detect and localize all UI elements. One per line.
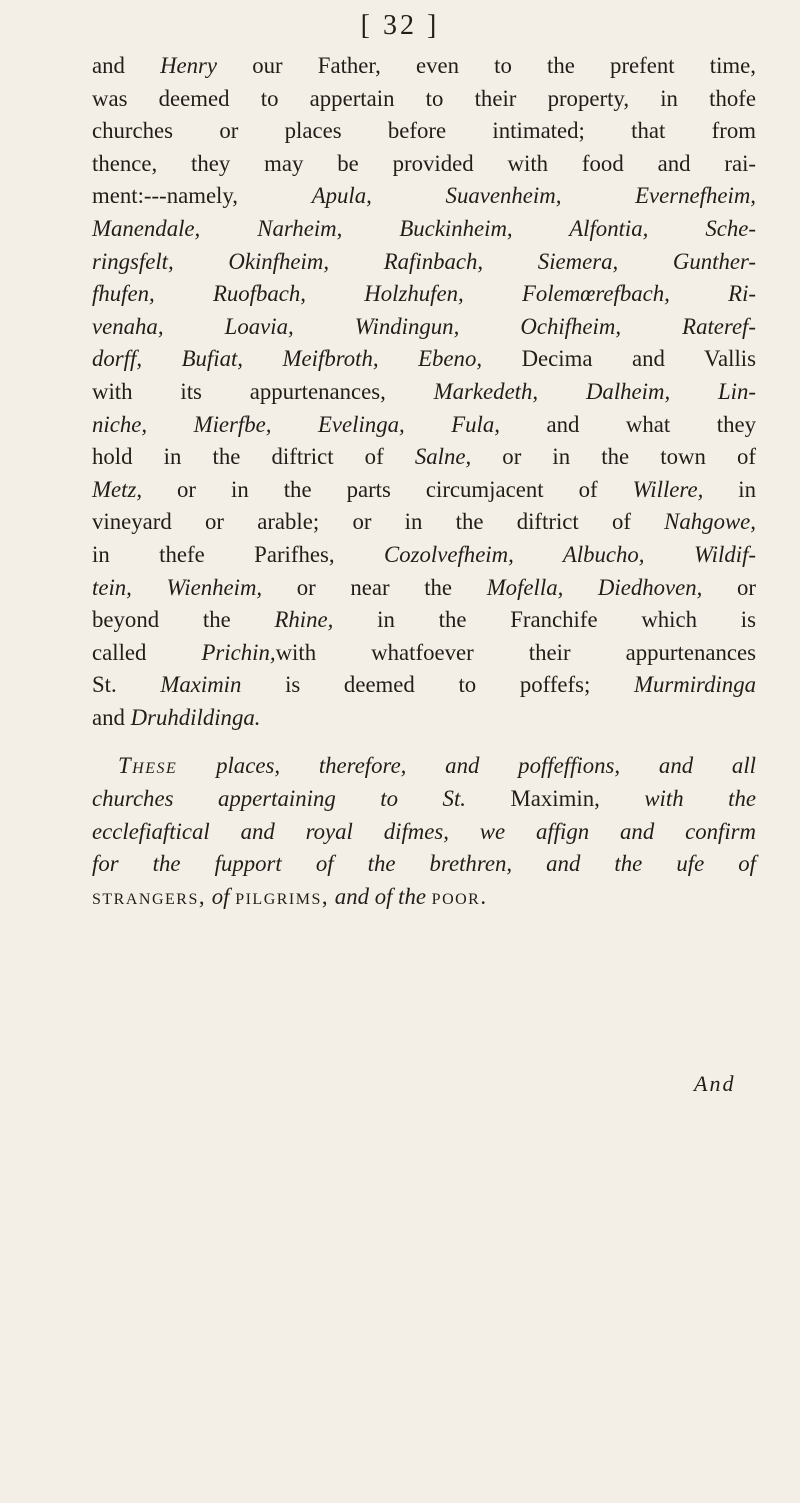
text-run: in	[703, 476, 757, 502]
text-run: churches or places before intimated; that from	[92, 118, 756, 144]
text-run: vineyard or arable; or in the diftrict of	[92, 509, 665, 535]
text-line	[92, 343, 756, 376]
text-run: called	[92, 639, 202, 665]
text-line	[92, 441, 756, 474]
text-run: Mofella, Diedhoven,	[486, 574, 703, 600]
text-run: ringsfelt, Okinfheim, Rafinbach, Siemera, Gunther-	[92, 248, 756, 274]
text-run: in the Franchife which is	[333, 607, 756, 633]
text-line	[92, 278, 756, 311]
text-line	[92, 148, 756, 181]
text-run: Murmirdinga	[633, 672, 756, 698]
text-run: Willere,	[632, 476, 704, 502]
body-text	[92, 50, 756, 913]
text-run: niche, Mierfbe, Evelinga, Fula,	[92, 411, 500, 437]
text-run: poor.	[431, 883, 488, 909]
text-run: Metz,	[92, 476, 143, 502]
text-run: with its appurtenances,	[92, 378, 434, 404]
text-run: of	[206, 883, 236, 909]
text-run: Cozolvefheim, Albucho, Wildif-	[384, 541, 756, 567]
text-run: churches appertaining to St.	[92, 786, 466, 812]
text-run: fhufen, Ruofbach, Holzhufen, Folemœrefbach, Ri-	[92, 281, 756, 307]
text-run: Apula, Suavenheim, Evernefheim,	[311, 183, 756, 209]
text-run: or	[702, 574, 756, 600]
text-line	[92, 604, 756, 637]
text-run: strangers,	[92, 883, 207, 909]
text-run: and	[92, 704, 131, 730]
text-run: thence, they may be provided with food and rai-	[92, 150, 756, 176]
text-run: our Father, even to the prefent time,	[217, 53, 756, 78]
text-run: and of the	[329, 883, 432, 909]
text-line	[92, 881, 756, 914]
text-run: venaha, Loavia, Windingun, Ochifheim, Rateref-	[92, 313, 756, 339]
text-run: and	[92, 53, 161, 78]
text-run: for the fupport of the brethren, and the ufe of	[92, 851, 756, 877]
text-line	[92, 506, 756, 539]
text-run: is deemed to poffefs;	[241, 672, 634, 698]
text-run: Henry	[160, 53, 218, 78]
text-run: St.	[92, 672, 161, 698]
text-line	[92, 180, 756, 213]
text-run: ecclefiaftical and royal difmes, we affign and confirm	[92, 818, 756, 844]
text-run: Nahgowe,	[664, 509, 756, 535]
text-run: places, therefore, and poffeffions, and all	[177, 753, 756, 779]
text-line	[92, 83, 756, 116]
text-run: Maximin,	[465, 786, 645, 812]
text-run: hold in the diftrict of	[92, 444, 415, 470]
paragraph-1	[92, 50, 756, 734]
text-run: or in the town of	[471, 444, 756, 470]
text-line	[92, 246, 756, 279]
text-line	[92, 572, 756, 605]
text-run: Rhine,	[274, 607, 334, 633]
text-run: beyond the	[92, 607, 275, 633]
text-run: Markedeth, Dalheim, Lin-	[433, 378, 757, 404]
text-line	[92, 816, 756, 849]
text-run: and what they	[499, 411, 756, 437]
text-run: or in the parts circumjacent of	[142, 476, 633, 502]
text-run: Druhdildinga.	[130, 704, 261, 730]
text-line	[92, 376, 756, 409]
catchword: And	[694, 1071, 736, 1096]
text-run: tein, Wienheim,	[92, 574, 263, 600]
text-run: ment:---namely,	[92, 183, 312, 209]
text-line	[92, 637, 756, 670]
text-line	[92, 750, 756, 783]
text-line	[92, 213, 756, 246]
text-line	[92, 539, 756, 572]
text-line	[92, 311, 756, 344]
text-line	[92, 702, 756, 735]
text-line	[92, 115, 756, 148]
text-line	[92, 474, 756, 507]
text-run: dorff, Bufiat, Meifbroth, Ebeno,	[92, 346, 483, 372]
text-line	[92, 669, 756, 702]
text-line	[92, 783, 756, 816]
text-run: Maximin	[160, 672, 242, 698]
text-run: pilgrims,	[235, 883, 330, 909]
text-run: with whatfoever their appurtenances	[275, 639, 756, 665]
text-run: with the	[644, 786, 756, 812]
text-run: Prichin,	[201, 639, 276, 665]
text-run: These	[118, 753, 178, 779]
text-line	[92, 50, 756, 83]
text-run: Decima and Vallis	[482, 346, 756, 372]
page-number: [ 32 ]	[360, 10, 440, 41]
text-line	[92, 409, 756, 442]
text-line	[92, 848, 756, 881]
text-run: was deemed to appertain to their property, in thofe	[92, 85, 756, 111]
text-run: in thefe Parifhes,	[92, 541, 385, 567]
text-run: Salne,	[414, 444, 472, 470]
paragraph-2	[92, 750, 756, 913]
text-run: or near the	[262, 574, 487, 600]
text-run: Manendale, Narheim, Buckinheim, Alfontia, Sche-	[92, 215, 756, 241]
